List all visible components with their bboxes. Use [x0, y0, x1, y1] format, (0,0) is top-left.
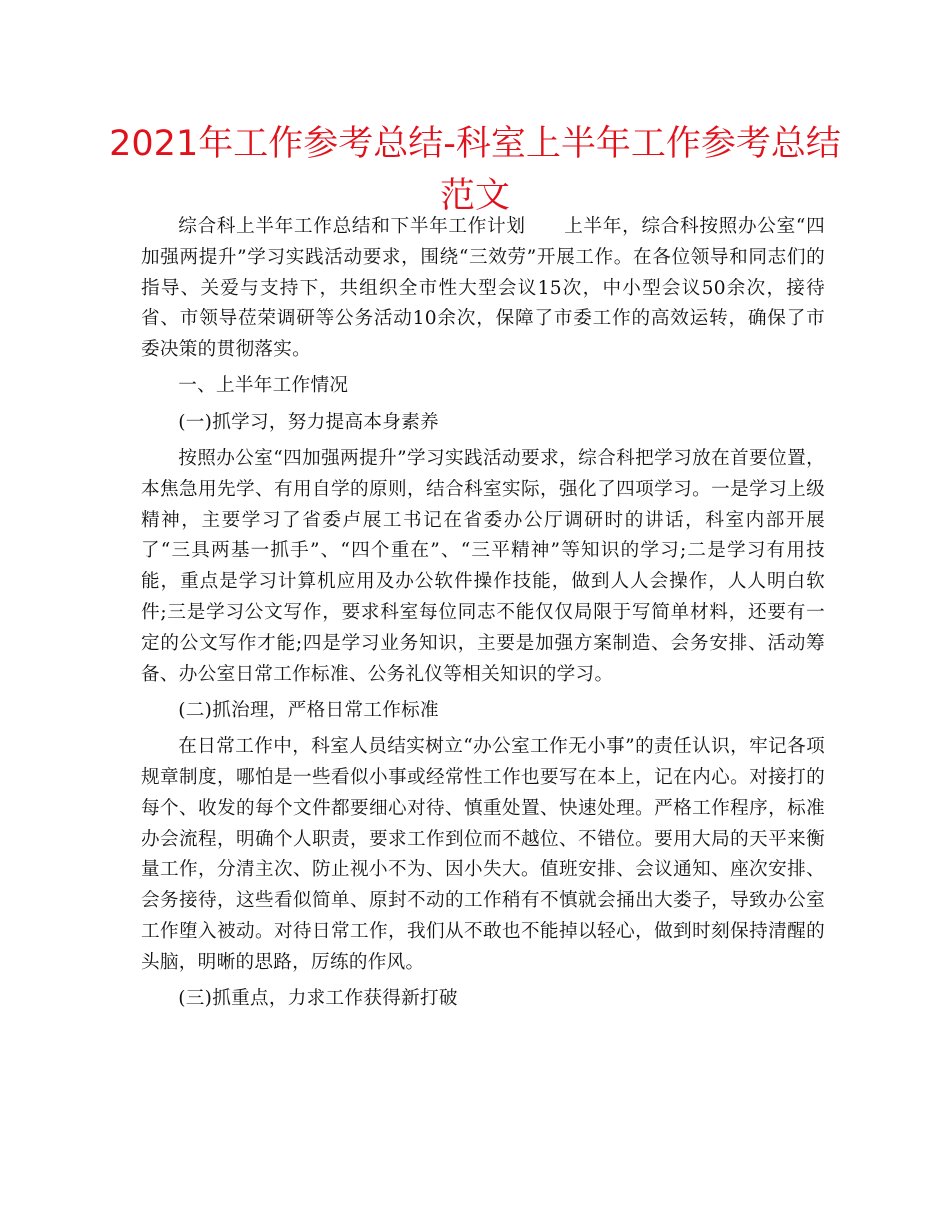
subheading-study: (一)抓学习，努力提高本身素养 — [178, 411, 439, 433]
document-title: 2021年工作参考总结-科室上半年工作参考总结范文 — [109, 124, 841, 216]
subheading-priorities: (三)抓重点，力求工作获得新打破 — [178, 988, 458, 1010]
heading-section-one: 一、上半年工作情况 — [178, 375, 349, 397]
paragraph-intro: 综合科上半年工作总结和下半年工作计划 上半年，综合科按照办公室“四加强两提升”学习实践活动要求，围绕“三效劳”开展工作。在各位领导和同志们的指导、关爱与支持下，共组织全市性大型会议15次，中小型会议50余次，接待省、市领导莅荣调研等公务活动10余次，保障了市委工作的高效运转，确保了市委决策的贯彻落实。 — [141, 216, 825, 361]
document-body — [141, 212, 825, 1015]
paragraph-study: 按照办公室“四加强两提升”学习实践活动要求，综合科把学习放在首要位置，本焦急用先学、有用自学的原则，结合科室实际，强化了四项学习。一是学习上级精神，主要学习了省委卢展工书记在省委办公厅调研时的讲话，科室内部开展了“三具两基一抓手”、“四个重在”、“三平精神”等知识的学习;二是学习有用技能，重点是学习计算机应用及办公软件操作技能，做到人人会操作，人人明白软件;三是学习公文写作，要求科室每位同志不能仅仅局限于写简单材料，还要有一定的公文写作才能;四是学习业务知识，主要是加强方案制造、会务安排、活动筹备、办公室日常工作标准、公务礼仪等相关知识的学习。 — [141, 448, 825, 685]
paragraph-management: 在日常工作中，科室人员结实树立“办公室工作无小事”的责任认识，牢记各项规章制度，哪怕是一些看似小事或经常性工作也要写在本上，记在内心。对接打的每个、收发的每个文件都要细心对待、慎重处置、快速处理。严格工作程序，标准办会流程，明确个人职责，要求工作到位而不越位、不错位。要用大局的天平来衡量工作，分清主次、防止视小不为、因小失大。值班安排、会议通知、座次安排、会务接待，这些看似简单、原封不动的工作稍有不慎就会捅出大娄子，导致办公室工作堕入被动。对待日常工作，我们从不敢也不能掉以轻心，做到时刻保持清醒的头脑，明晰的思路，厉练的作风。 — [141, 736, 825, 973]
subheading-management: (二)抓治理，严格日常工作标准 — [178, 699, 439, 721]
